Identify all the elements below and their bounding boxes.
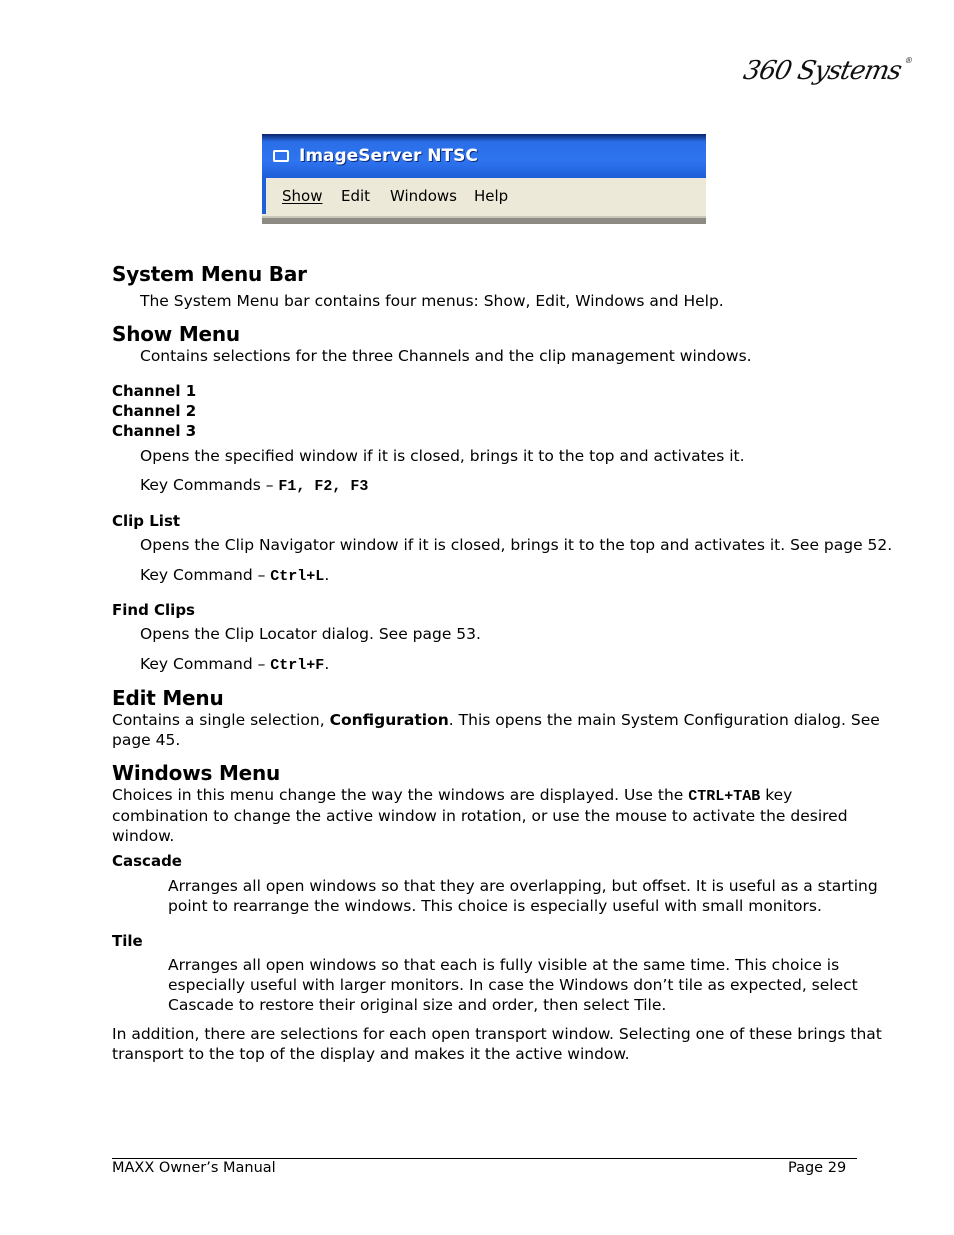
windows-text-post: key xyxy=(760,786,793,804)
key-value: Ctrl+F xyxy=(270,657,325,674)
window-icon xyxy=(273,150,289,162)
heading-windows-menu: Windows Menu xyxy=(112,761,281,785)
edit-text-post: . This opens the main System Configuration dialog. See xyxy=(448,711,880,729)
tile-text-line2: especially useful with larger monitors. In case the Windows don’t tile as expected, select xyxy=(168,976,858,994)
closing-text-line2: transport to the top of the display and makes it the active window. xyxy=(112,1045,630,1063)
key-label: Key Command – xyxy=(140,655,271,673)
system-menu-bar-text: The System Menu bar contains four menus: Show, Edit, Windows and Help. xyxy=(140,292,724,310)
window-title: ImageServer NTSC xyxy=(299,146,478,166)
heading-system-menu-bar: System Menu Bar xyxy=(112,262,307,286)
heading-show-menu: Show Menu xyxy=(112,322,240,346)
windows-text-key: CTRL+TAB xyxy=(688,788,761,805)
clip-list-heading: Clip List xyxy=(112,512,181,530)
menu-help[interactable]: Help xyxy=(474,187,509,205)
edit-menu-text-line1 xyxy=(112,710,880,730)
tile-text-line3: Cascade to restore their original size and order, then select Tile. xyxy=(168,996,667,1014)
tile-heading: Tile xyxy=(112,932,143,950)
cascade-text-line1: Arranges all open windows so that they are overlapping, but offset. It is useful as a starting xyxy=(168,877,878,895)
key-label: Key Command – xyxy=(140,566,271,584)
key-value: F1, F2, F3 xyxy=(278,478,369,495)
menu-bar-screenshot xyxy=(262,134,706,224)
footer-page-number: Page 29 xyxy=(788,1160,847,1176)
find-clips-key-command xyxy=(140,654,329,676)
edit-text-bold: Configuration xyxy=(329,711,449,729)
system-menu-bar xyxy=(262,178,706,214)
edit-text-pre: Contains a single selection, xyxy=(112,711,330,729)
period: . xyxy=(324,566,330,584)
windows-menu-text-line2: combination to change the active window in rotation, or use the mouse to activate the desired xyxy=(112,807,848,825)
menu-edit[interactable]: Edit xyxy=(341,187,371,205)
clip-list-key-command xyxy=(140,565,329,587)
cascade-heading: Cascade xyxy=(112,852,182,870)
registered-mark: ® xyxy=(903,56,913,65)
clip-list-text: Opens the Clip Navigator window if it is closed, brings it to the top and activates it. See page 52. xyxy=(140,536,893,554)
key-value: Ctrl+L xyxy=(270,568,325,585)
find-clips-heading: Find Clips xyxy=(112,601,195,619)
channel-2-heading: Channel 2 xyxy=(112,402,197,420)
windows-text-pre: Choices in this menu change the way the windows are displayed. Use the xyxy=(112,786,689,804)
channel-1-heading: Channel 1 xyxy=(112,382,197,400)
footer-rule xyxy=(112,1158,857,1159)
window-title-bar xyxy=(262,134,706,178)
company-logo xyxy=(741,56,913,86)
window-edge xyxy=(262,216,706,224)
windows-menu-text-line1 xyxy=(112,785,792,807)
find-clips-text: Opens the Clip Locator dialog. See page 53. xyxy=(140,625,481,643)
period: . xyxy=(324,655,330,673)
logo-text: 360 Systems xyxy=(740,56,904,86)
windows-menu-text-line3: window. xyxy=(112,827,175,845)
heading-edit-menu: Edit Menu xyxy=(112,686,224,710)
channel-3-heading: Channel 3 xyxy=(112,422,197,440)
closing-text-line1: In addition, there are selections for each open transport window. Selecting one of these brings that xyxy=(112,1025,882,1043)
channels-key-commands xyxy=(140,475,368,497)
cascade-text-line2: point to rearrange the windows. This choice is especially useful with small monitors. xyxy=(168,897,822,915)
edit-menu-text-line2: page 45. xyxy=(112,731,181,749)
tile-text-line1: Arranges all open windows so that each is fully visible at the same time. This choice is xyxy=(168,956,840,974)
key-label: Key Commands – xyxy=(140,476,279,494)
menu-show[interactable]: Show xyxy=(282,187,323,205)
show-menu-text: Contains selections for the three Channels and the clip management windows. xyxy=(140,347,752,365)
channels-text: Opens the specified window if it is closed, brings it to the top and activates it. xyxy=(140,447,745,465)
footer-manual-title: MAXX Owner’s Manual xyxy=(112,1160,276,1176)
menu-windows[interactable]: Windows xyxy=(390,187,457,205)
